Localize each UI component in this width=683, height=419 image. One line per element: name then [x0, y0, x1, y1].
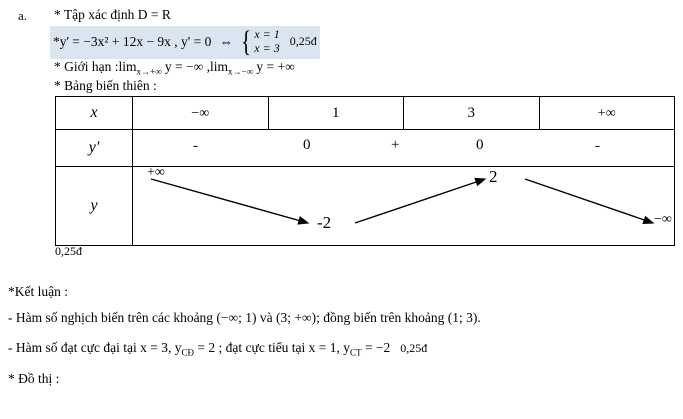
y-value-2: 2 [489, 167, 498, 186]
limits-prefix: * Giới hạn : [54, 59, 119, 74]
table-row-y [56, 167, 675, 246]
yprime-zero-1: 0 [303, 137, 311, 153]
y-value-3: −∞ [654, 212, 672, 227]
yprime-sign-0: - [193, 138, 198, 154]
conclusion-line-2 [8, 340, 427, 358]
table-row-x [56, 97, 675, 130]
item-label: a. [18, 8, 28, 23]
y-symbol: y [90, 197, 98, 214]
yprime-signs-cell [133, 130, 675, 167]
limit-1-sub: x→+∞ [136, 66, 162, 77]
root-2: x = 3 [254, 40, 280, 55]
limit-2-value: y = +∞ [253, 59, 295, 74]
score-derivative: 0,25đ [289, 34, 317, 49]
roots-brace-group [239, 24, 280, 58]
y-value-0: +∞ [147, 165, 165, 180]
x-value-2 [404, 97, 540, 130]
conclusion-heading: *Kết luận : [8, 284, 68, 299]
y-value-1: -2 [317, 213, 332, 232]
table-title: * Bảng biến thiên : [54, 78, 157, 93]
x-value-3-text: +∞ [597, 105, 616, 121]
x-value-0 [133, 97, 269, 130]
conclusion-line-2-start: - Hàm số đạt cực đại tại x = 3, y [8, 340, 182, 355]
x-value-3 [539, 97, 675, 130]
yprime-sign-4: - [595, 138, 600, 154]
row-label-x [56, 97, 133, 130]
variation-arrows [133, 167, 677, 245]
yprime-sign-2: + [391, 137, 400, 153]
x-symbol: x [90, 104, 98, 121]
root-1: x = 1 [254, 27, 280, 41]
yprime-zero-3: 0 [476, 137, 484, 153]
x-value-0-text: −∞ [191, 105, 210, 121]
roots-list [254, 28, 279, 56]
yprime-symbol: y' [88, 139, 100, 156]
score-table: 0,25đ [55, 244, 82, 258]
equivalence-symbol: ⇔ [219, 33, 233, 49]
limits-line [54, 59, 295, 77]
derivative-line [50, 26, 320, 59]
y-variation-cell [133, 167, 675, 246]
conclusion-line-2-end: = −2 [361, 340, 391, 355]
limit-2-sub: x→−∞ [228, 66, 254, 77]
conclusion-line-1: - Hàm số nghịch biến trên các khoảng (−∞; 1) và (3; +∞); đồng biến trên khoảng (1; 3). [8, 310, 481, 325]
left-brace-icon: { [241, 24, 252, 58]
table-row-yprime [56, 130, 675, 167]
graph-title: * Đồ thị : [8, 371, 60, 386]
x-value-1 [268, 97, 404, 130]
conclusion-sub-cd: CĐ [181, 347, 195, 358]
limit-1: lim [118, 59, 137, 74]
row-label-yprime [56, 130, 133, 167]
limit-1-value: y = −∞ , [161, 59, 211, 74]
conclusion-line-2-mid: = 2 ; đạt cực tiểu tại x = 1, y [194, 340, 351, 355]
x-value-2-text: 3 [467, 104, 475, 121]
row-label-y [56, 167, 133, 246]
limit-2: lim [210, 59, 229, 74]
conclusion-sub-ct: CT [350, 347, 362, 358]
domain-line: * Tập xác định D = R [54, 7, 171, 22]
variation-table [55, 96, 675, 246]
score-conclusion: 0,25đ [400, 341, 428, 355]
x-value-1-text: 1 [332, 104, 340, 121]
derivative-expression: *y' = −3x² + 12x − 9x , y' = 0 [53, 33, 212, 49]
